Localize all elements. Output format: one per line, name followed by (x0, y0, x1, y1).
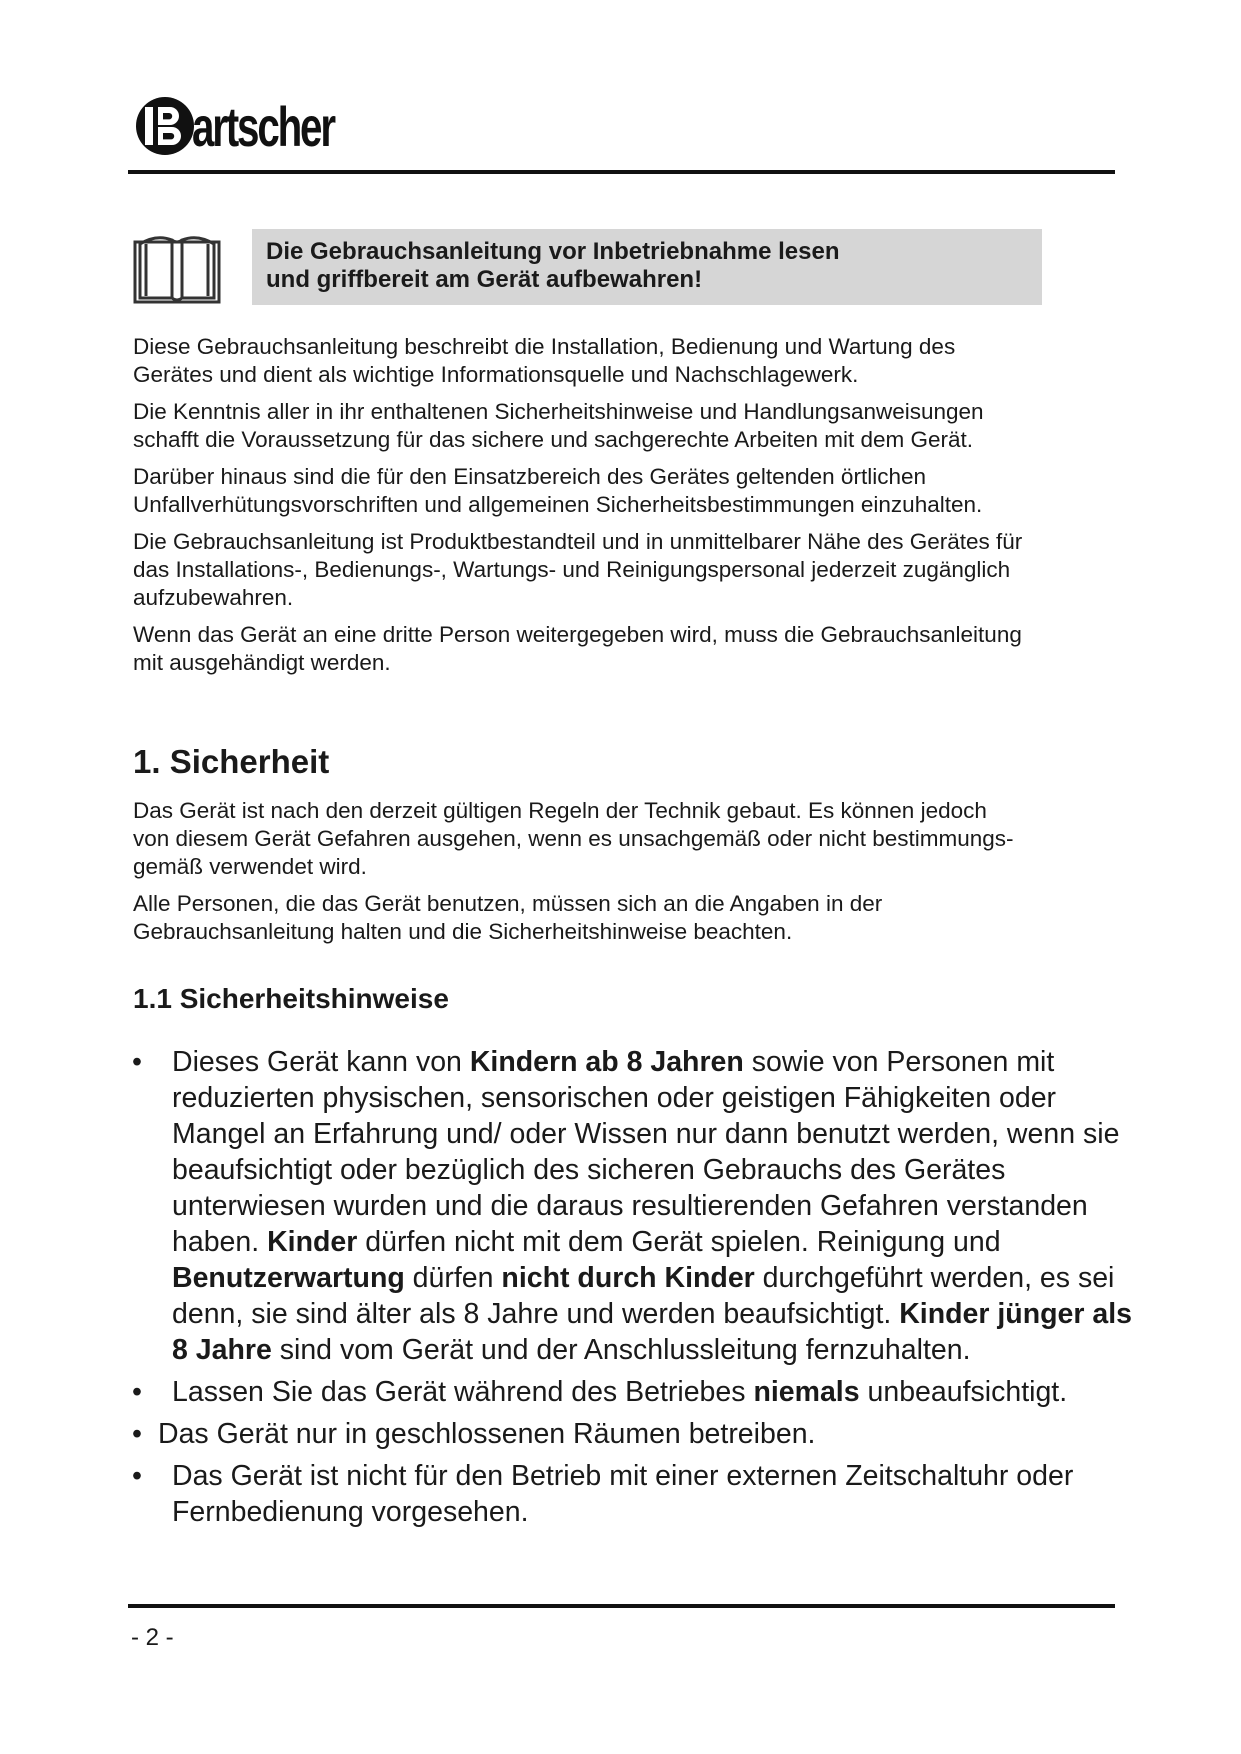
list-item: • Das Gerät nur in geschlossenen Räumen betreiben. (132, 1418, 816, 1450)
list-item: • Lassen Sie das Gerät während des Betriebes niemals unbeaufsichtigt. (132, 1376, 1068, 1408)
intro-paragraph: Darüber hinaus sind die für den Einsatzbereich des Gerätes geltenden örtlichen Unfallverhütungsvorschriften und allgemeinen Sicherheitsbestimmungen einzuhalten. (133, 464, 983, 517)
notice-line-1: Die Gebrauchsanleitung vor Inbetriebnahme lesen (266, 238, 840, 265)
logo-b-icon (134, 95, 196, 157)
intro-text (133, 333, 1133, 686)
notice-box (252, 229, 1042, 305)
header-rule (128, 170, 1115, 174)
intro-paragraph: Die Gebrauchsanleitung ist Produktbestandteil und in unmittelbarer Nähe des Gerätes für das Installations-, Bedienungs-, Wartungs- und Reinigungspersonal jederzeit zugänglich aufzubewahren. (133, 529, 1023, 610)
safety-list (130, 1044, 1140, 1536)
page-number: - 2 - (131, 1624, 174, 1651)
notice-line-2: und griffbereit am Gerät aufbewahren! (266, 266, 703, 293)
bullet-icon: • (132, 1460, 142, 1492)
footer-rule (128, 1604, 1115, 1608)
list-item: • Dieses Gerät kann von Kindern ab 8 Jahren sowie von Personen mit reduzierten physischen, sensorischen oder geistigen Fähigkeiten oder Mangel an Erfahrung und/ oder Wissen nur dann benutzt werden, wenn sie beaufsichtigt oder bezüglich des sicheren Gebrauchs des Gerätes unterwiesen wurden und die daraus resultierenden Gefahren verstanden haben. Kinder dürfen nicht mit dem Gerät spielen. Reinigung und Benutzerwartung dürfen nicht durch Kinder durchgeführt werden, es sei denn, sie sind älter als 8 Jahre und werden beaufsichtigt. Kinder jünger als 8 Jahre sind vom Gerät und der Anschlussleitung fernzuhalten. (132, 1046, 1133, 1366)
intro-paragraph: Wenn das Gerät an eine dritte Person weitergegeben wird, muss die Gebrauchsanleitung mit ausgehändigt werden. (133, 622, 1022, 675)
section-paragraph: Alle Personen, die das Gerät benutzen, müssen sich an die Angaben in der Gebrauchsanleitung halten und die Sicherheitshinweise beachten. (133, 891, 883, 944)
bullet-icon: • (132, 1418, 142, 1450)
book-icon (132, 230, 222, 306)
brand-logo (134, 92, 389, 160)
intro-paragraph: Die Kenntnis aller in ihr enthaltenen Sicherheitshinweise und Handlungsanweisungen schafft die Voraussetzung für das sichere und sachgerechte Arbeiten mit dem Gerät. (133, 399, 984, 452)
intro-paragraph: Diese Gebrauchsanleitung beschreibt die Installation, Bedienung und Wartung des Gerätes und dient als wichtige Informationsquelle und Nachschlagewerk. (133, 334, 956, 387)
section-text (133, 797, 1133, 955)
brand-wordmark: artscher (192, 94, 334, 158)
section-title: 1. Sicherheit (133, 743, 330, 780)
bullet-icon: • (132, 1376, 142, 1408)
section-paragraph: Das Gerät ist nach den derzeit gültigen Regeln der Technik gebaut. Es können jedoch von diesem Gerät Gefahren ausgehen, wenn es unsachgemäß oder nicht bestimmungs- gemäß verwendet wird. (133, 798, 1014, 879)
bullet-icon: • (132, 1046, 142, 1078)
list-item: • Das Gerät ist nicht für den Betrieb mit einer externen Zeitschaltuhr oder Fernbedienung vorgesehen. (132, 1460, 1074, 1528)
subsection-title: 1.1 Sicherheitshinweise (133, 983, 449, 1014)
